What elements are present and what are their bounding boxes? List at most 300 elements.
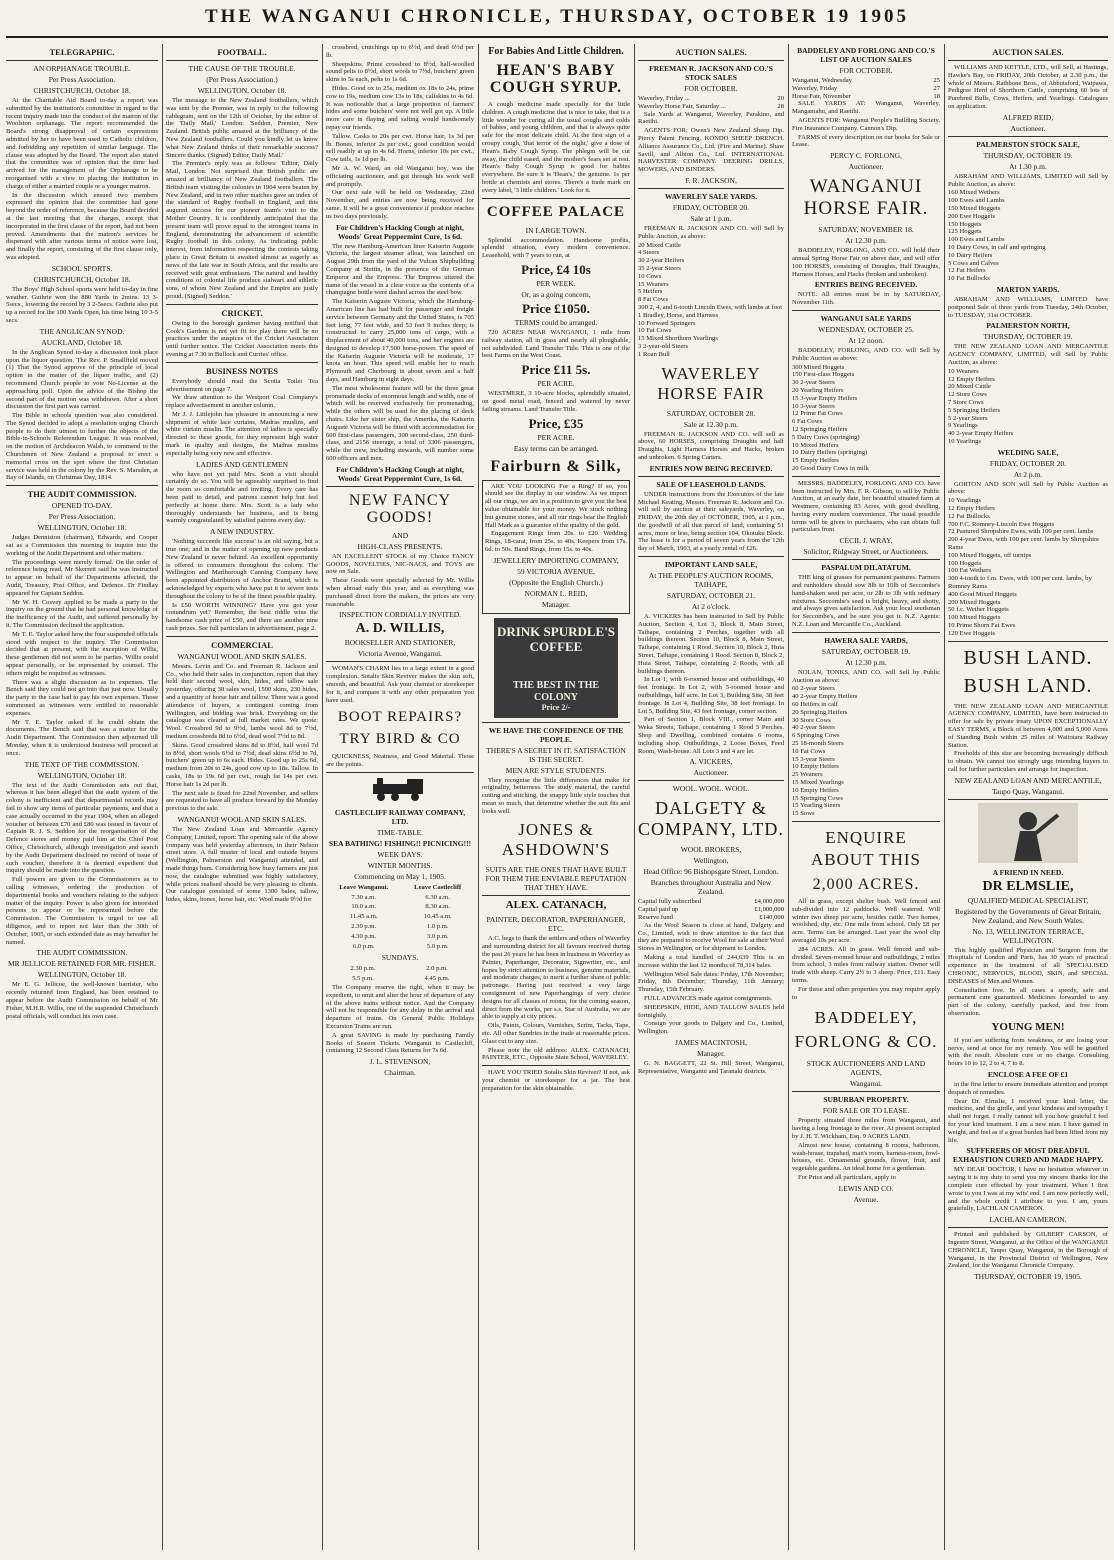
- paragraph: In the discussion which ensued two members expressed the opinion that the committee had gone beyond the order of reference, because the Board decided at the last meeting that the charges, except that incorporated in the first clause of the report, had not been proved. Amendments that the matron's services be dispensed with after various terms of notice were lost, and finally the report, consisting of the first clause only, was adopted.: [6, 191, 158, 261]
- advert-text: PER WEEK.: [536, 278, 576, 288]
- paragraph: Dear Dr. Elmslie, I received your kind letter, the medicine, and the girdle, and your kindness and sympathy I shall not forget. I really cannot tell you how grateful I feel for your kind treatment. I am a new man. I have gained in weight, and feel as if a great burden had been lifted from my life.: [948, 1097, 1108, 1144]
- list-item: 5 Dairy Cows (springing): [792, 433, 860, 441]
- paragraph: WESTMERE, 3 10-acre blocks, splendidly situated, on good metal road, fenced and watered by never failing streams. Land Transfer Title.: [482, 390, 630, 413]
- list-item: 10 Cows: [638, 272, 662, 280]
- stock-list: [948, 189, 1108, 283]
- advert-text: BOOKSELLER AND STATIONER,: [344, 638, 456, 648]
- advert-text: WOOL BROKERS,: [680, 845, 742, 855]
- list-item: Horse Fair, November 18: [792, 92, 940, 100]
- table-header: Leave Wanganui.: [339, 883, 389, 891]
- advert-text: THURSDAY, OCTOBER 19.: [983, 332, 1073, 342]
- advert-text: SATURDAY, OCTOBER 19.: [821, 646, 911, 656]
- paragraph: BADDELEY, FORLONG, AND CO. will hold their annual Spring Horse Fair on above date, and will offer 100 HORSES, consisting of Draughts, Half Draughts, Harness Horses, and Hacks (broken and unbroken).: [792, 247, 940, 278]
- list-item: Wanganui, Wednesday 25: [792, 77, 940, 84]
- advertiser-name: ALEX. CATANACH,: [505, 899, 607, 912]
- advert-text: FOR OCTOBER.: [684, 84, 738, 93]
- advert-text: FOR SALE OR TO LEASE.: [822, 1106, 910, 1116]
- advert-text: THERE'S A SECRET IN IT. SATISFACTION IS THE SECRET.: [486, 745, 626, 764]
- paragraph: HAVE YOU TRIED Sotalis Skin Reviver? If not, ask your chemist or storekeeper for a jar. The best preparation for the skin obtainable.: [482, 1069, 630, 1092]
- table-row: 5.5 p.m. 4.45 p.m.: [352, 975, 450, 983]
- paragraph: crossbred, crutchings up to 6½d, and dead 6½d per lb.: [326, 44, 474, 59]
- list-item: 150 Hoggets: [948, 220, 982, 228]
- advert-text: Sale at 1 p.m.: [690, 213, 732, 223]
- price: Price, £35: [528, 415, 584, 431]
- paragraph: We draw attention to the Westport Coal Company's replace advertisement in another column.: [166, 394, 318, 410]
- advert-text: ENTRIES BEING RECEIVED.: [814, 280, 918, 290]
- paragraph: Tallow. Casks to 20s per cwt. Horse hair, 1s 3d per lb. Bones, inferior 2s per cwt.; good condition would sell readily at up to 4s 6d. Horns, inferior 10s per cwt., Cow tails, 1s 1d per lb.: [326, 132, 474, 164]
- advert-heading: HAWERA SALE YARDS,: [824, 635, 908, 645]
- column-divider: [634, 44, 635, 1550]
- list-item: 10 Empty Heifers: [792, 763, 839, 771]
- paragraph: ARE YOU LOOKING For a Ring? If so, you should see the display in our window. As we import all our rings, we are in a position to give you the best value obtainable for your money. We stock nothing but genuine stones, and all our rings bear the English Hall Mark as a guarantee of the quality of the gold.: [485, 482, 627, 529]
- paragraph: The next sale is fixed for 22nd November, and sellers are requested to have all produce forward by the Monday previous to the sale.: [166, 789, 318, 813]
- advert-heading: HEAN'S BABY COUGH SYRUP.: [489, 62, 623, 96]
- advert-text: FRIDAY, OCTOBER 20.: [672, 202, 750, 212]
- advert-text: Manager.: [696, 1048, 726, 1058]
- paragraph: Owing to the borough gardener having notified that Cook's Gardens is not yet fit for play there will be no practices under the auspices of the Cricket Association until further notice. The Cricket Association meets this evening at 7.30 in Bullock and Curries' office.: [166, 319, 318, 358]
- list-item: 300 2, 4, and 6-tooth Lincoln Ewes, with lambs at foot: [638, 303, 783, 311]
- advert-text: Victoria Avenue, Wanganui.: [357, 649, 443, 659]
- paragraph: This highly qualified Physician and Surgeon from the Hospitals of London and Paris, has 30 years of practical experience in the treatment of all SPECIALISED CHRONIC, NERVOUS, BLOOD, SKIN, and SPECIAL DISEASES of Men and Women.: [948, 946, 1108, 985]
- advert-heading: PALMERSTON STOCK SALE,: [976, 139, 1080, 149]
- advert-text: Solicitor, Ridgway Street, or Auctioneers.: [803, 547, 929, 557]
- list-item: 4 Steers: [638, 249, 660, 257]
- advert-text: Auctioneer.: [693, 768, 729, 778]
- paragraph: Property situated three miles from Wanganui, and having a long frontage to the river. At present occupied by J. H. T. Wickham, Esq. 9 ACRES LAND.: [792, 1117, 940, 1140]
- advert-text: ENTRIES NOW BEING RECEIVED.: [649, 463, 773, 473]
- boot-heading: BOOT REPAIRS?: [337, 709, 463, 726]
- list-item: 12 Prime Fat Cows: [792, 410, 843, 418]
- advert-text: FRIDAY, OCTOBER 20.: [989, 458, 1067, 468]
- paragraph: SALE YARDS AT: Wanganui, Waverley, Mangamahu, and Raetihi.: [792, 100, 940, 116]
- advert-text: PER ACRE.: [537, 432, 575, 442]
- list-item: 10 Dairy Cows, in calf and springing: [948, 243, 1046, 251]
- advert-text: No. 13, WELLINGTON TERRACE, WELLINGTON.: [972, 926, 1084, 945]
- paragraph: There was a slight discussion as to expenses. The Bench said they could not go into that just now. Usually the party to the case had to pay his own expenses. Those summoned as witnesses were entitled to reasonable expenses.: [6, 678, 158, 717]
- paragraph: Judges Denniston (chairman), Edwards, and Cooper sat as a Commission this morning to inquire into the working of the Audit Department and other matters.: [6, 534, 158, 557]
- paragraph: At the Charitable Aid Board to-day a report was submitted by the institution's committee in regard to the recent inquiry made into the conduct of the matron of the Woolston orphanage. The report recommended the Board's strong disapproval of certain expressions admitted by her to have been used to Catholic children, and forbidding any repetition of similar language. The clause was adopted by the Board. The report also stated that the committee was of opinion that the time had arrived for the management of the Orphanage to be reorganised with a view to placing the institution in charge of either a married couple or a younger matron.: [6, 97, 158, 190]
- advert-text: At THE PEOPLE'S AUCTION ROOMS, TAIHAPE,: [648, 571, 774, 590]
- paragraph: A cough medicine made specially for the little children. A cough medicine that is nice to take, that is a little wonder for curing all the usual coughs and colds of babies, and young children, and that is always quite safe for the most delicate child. At the first sign of a croupy cough, 'that terror of the night,' give a dose of Hean's Baby Cough Syrup. The phlegm will be cut away, the child eased, and the mother's fears set at rest. Hean's Baby Cough Syrup is good for babies everywhere. Be sure it is 'Hean's,' the genuine. 1s per bottle at chemists and stores. There's a trade mark on every label, '3 little children.' Look for it.: [482, 101, 630, 194]
- list-item: 10 Dairy Heifers: [948, 251, 993, 259]
- advert-text: WEEK DAYS.: [377, 849, 423, 859]
- paragraph: Almost new house, containing 8 rooms, bathroom, wash-house, trapshed, man's room, harness-room, fowl-houses, etc. Ornamental grounds, flower, fruit, and vegetable gardens. An ideal home for a gentleman.: [792, 1141, 940, 1173]
- paragraph: The Kaiserin Auguste Victoria, which the Hamburg-American line has had built for passenger and freight service between Germany and the United States, is 705 feet long, 77 feet wide, and 53 feet 9 inches deep; is constructed to carry 25,000 tons of cargo, with a displacement of about 40,000 tons, and her engines are designed to develop 17,500 horse-power. The speed of the Kaiserin Auguste Victoria will be moderate, 17 knots an hour. This speed will enable her to reach Plymouth and Cherbourg in about seven and a half days, and Hamburg in eight days.: [326, 298, 474, 384]
- horse-fair-heading: WANGANUI HORSE FAIR.: [803, 176, 929, 220]
- advert-text: (Opposite the English Church.): [509, 577, 603, 587]
- sale-list: [792, 77, 940, 100]
- advert-heading: WANGANUI SALE YARDS: [820, 313, 912, 323]
- advert-heading: IMPORTANT LAND SALE,: [664, 560, 758, 570]
- list-item: 12 Empty Heifers: [948, 505, 995, 513]
- masthead: THE WANGANUI CHRONICLE, THURSDAY, OCTOBER 19 1905: [204, 6, 910, 27]
- column-baddeley-forlong: [792, 44, 940, 1550]
- advert-text: HIGH-CLASS PRESENTS.: [357, 541, 443, 551]
- column-auction-sales: [638, 44, 784, 1550]
- column-advertisements: [482, 44, 630, 1550]
- column-football: [166, 44, 318, 1550]
- sale-list: [638, 95, 784, 111]
- list-item: 10 Fat Cows: [638, 327, 672, 335]
- paragraph: Wellington Wool Sale dates: Friday, 17th November; Friday, 8th December; Thursday, 11th January; Thursday, 15th February.: [638, 970, 784, 994]
- byline: Per Press Association.: [48, 512, 116, 522]
- column-divider: [162, 44, 163, 1550]
- advert-heading: PASPALUM DILATATUM.: [821, 563, 911, 573]
- advert-text: At 2 p.m.: [1013, 469, 1043, 479]
- list-item: 12 Empty Heifers: [948, 375, 995, 383]
- list-item: 10 3-year Steers: [792, 402, 835, 410]
- paragraph: Everybody should read the Scotia Toilet Tea advertisement on page 7.: [166, 377, 318, 393]
- article-subheading: MR JELLICOE RETAINED FOR MR. FISHER.: [8, 959, 156, 969]
- article-heading: A NEW INDUSTRY.: [209, 527, 275, 537]
- list-item: 10 Fat Bullocks: [948, 275, 990, 283]
- list-item: 30 Store Cows: [792, 716, 831, 724]
- table-row: 11.45 a.m. 10.45 a.m.: [349, 913, 452, 921]
- paragraph: These Goods were specially selected by Mr. Willis when abroad early this year, and as everything was purchased direct from the makers, the prices are very reasonable.: [326, 577, 474, 608]
- paragraph: Mr T. E. Taylor asked how the four suspended officials stood with respect to the inquiry. The Commission decided that at present, with the exception of Willis, these gentlemen did not seem to be parties. Willis could appear personally, or be represented by counsel. The others might be required as witnesses.: [6, 630, 158, 677]
- section-heading: COMMERCIAL: [211, 639, 273, 650]
- list-item: 10 Empty Heifers: [792, 786, 839, 794]
- paragraph: 284 ACRES. All in grass. Well fenced and sub-divided. Seven-roomed house and outbuildings, 2 miles from school, 3 miles from railway station. Owner will trade with sheep. Carry 2½ to 3 sheep. Price, £11. Easy terms.: [792, 945, 940, 984]
- advertiser-name: BADDELEY, FORLONG & CO.: [794, 1008, 938, 1052]
- list-item: 5 Springing Heifers: [948, 406, 1001, 414]
- advert-text: MEN ARE STYLE STUDENTS.: [505, 765, 607, 775]
- advert-text: WEDNESDAY, OCTOBER 25.: [818, 324, 914, 334]
- list-item: 300 Mixed Hoggets: [792, 363, 845, 371]
- list-item: 6 Fat Cows: [792, 418, 823, 426]
- list-item: 40 2-year Empty Heifers: [948, 430, 1014, 438]
- list-item: 60 2-year Steers: [792, 685, 835, 693]
- paragraph: Mr E. G. Jellicoe, the well-known barrister, who recently returned from England, has been retained to appear before the Audit Commission on behalf of Mr Fisher, M.H.R. Willis, one of the suspended Christchurch postal officials, will conduct his own case.: [6, 981, 158, 1020]
- stock-list: [948, 497, 1108, 637]
- paragraph: Mr T. E. Taylor asked if he could obtain the documents. The Bench said that was a matter for the Audit Department. The Commission then adjourned till Monday, when it is understood business will proceed at once.: [6, 718, 158, 757]
- column-divider: [944, 44, 945, 1550]
- paragraph: In the Anglican Synod to-day a discussion took place upon the liquor question. The Rev. P. Smallfield moved (1) That the Synod approve of the principle of local option in the matter of the liquor traffic, and (2) recommend Church people to vote No-License at the approaching poll. Upon the advice of the Bishop the second part of the motion was withdrawn. After a short discussion the first part was carried.: [6, 348, 158, 411]
- advert-text: SEA BATHING! FISHING!! PICNICING!!!: [328, 838, 472, 848]
- paragraph: The New Zealand Loan and Mercantile Agency Company, Limited, report: The opening sale of the above company was held yesterday afternoon, in their Nelson street store. A full muster of local and outside buyers (Wellington, Palmerston and Wanganui) attended, and made things hum. Considering how busy farmers are just now, the catalogue submitted was highly satisfactory, while prices realised should be very pleasing to clients. Our catalogue consisted of some 1300 bales, tallow, hides, skins, bones, horse hair, etc. Wool made 9½d for: [166, 825, 318, 904]
- paragraph: Making a total handled of 244,639 This is an increase within the last 12 months of 78,314 bales.: [638, 954, 784, 969]
- fancy-goods-heading: NEW FANCY GOODS!: [348, 491, 452, 526]
- paragraph: The Boys' High School sports were held to-day in fine weather. Guthrie won the 880 Yards in 2mins. 13 3-5secs., lowering the record by 3 2-5secs. Guthrie also put up a record for the 100 Yards Open, his time being 10 3-5 secs.: [6, 285, 158, 324]
- list-item: 200 Mixed Hoggets: [948, 598, 1001, 606]
- paragraph: They recognise the little differences that make for originality, betterness. The study material, the careful cutting and stitching, the snappy little style touches that mean so much, that determine whether the suit fits and looks well.: [482, 776, 630, 815]
- column-divider: [478, 44, 479, 1550]
- advert-text: JEWELLERY IMPORTING COMPANY,: [493, 555, 619, 565]
- advert-text: At 12.30 p.m.: [845, 657, 887, 667]
- advertiser-name: Fairburn & Silk,: [490, 457, 622, 475]
- advert-text: Sale at 12.30 p.m.: [683, 419, 739, 429]
- friend-in-need-illustration: [948, 803, 1108, 866]
- article-heading: AN ORPHANAGE TROUBLE.: [33, 64, 131, 73]
- list-item: 30 2-year Steers: [792, 379, 835, 387]
- dateline: CHRISTCHURCH, October 18.: [33, 274, 131, 284]
- list-item: 15 Empty Heifers: [792, 457, 839, 465]
- paragraph: AN EXCELLENT STOCK of my Choice FANCY GOODS, NOVELTIES, NIC-NACS, and TOYS are now on Sale.: [326, 552, 474, 576]
- list-item: 100 Ewes and Lambs: [948, 236, 1005, 244]
- sunday-timetable: [326, 964, 474, 984]
- table-row: 10.0 a.m. 8.30 a.m.: [351, 903, 450, 911]
- advert-heading: BADDELEY AND FORLONG AND CO.'S LIST OF AUCTION SALES: [797, 46, 935, 64]
- table-header: Leave Castlecliff: [414, 883, 462, 891]
- advert-text: Easy terms can be arranged.: [513, 443, 599, 453]
- list-item: 200 Ewe Hoggets: [948, 212, 995, 220]
- dateline: WELLINGTON, October 18.: [37, 523, 127, 533]
- list-item: 700 F.C. Romney-Lincoln Ewe Hoggets: [948, 520, 1055, 528]
- article-heading: WANGANUI WOOL AND SKIN SALES.: [177, 651, 307, 661]
- list-item: 15 Sows: [792, 810, 815, 818]
- column-telegraphic: [6, 44, 158, 1550]
- list-item: 5 Cows and Calves: [948, 259, 999, 267]
- advert-text: INSPECTION CORDIALLY INVITED.: [338, 610, 462, 620]
- list-item: 300 4-tooth to f.m. Ewes, with 100 per cent. lambs, by Romney Rams: [948, 575, 1092, 591]
- list-item: 25 Weaners: [792, 771, 823, 779]
- table-row: 7.30 a.m. 6.30 a.m.: [351, 893, 450, 901]
- list-item: 100 Mixed Hoggets: [948, 614, 1001, 622]
- advert-text: At 12 noon.: [848, 335, 884, 345]
- list-item: 10 Prime Shorn Fat Ewes: [948, 622, 1016, 630]
- paragraph: Sale Yards at Wanganui, Waverley, Parakino, and Raetihi.: [638, 110, 784, 126]
- section-heading: AUCTION SALES.: [675, 47, 747, 57]
- paragraph: FULL ADVANCES made against consignments.: [644, 994, 773, 1002]
- advert-text: SUITS ARE THE ONES THAT HAVE BUILT FOR THEM THE ENVIABLE REPUTATION THAT THEY HAVE.: [485, 865, 627, 893]
- capital-list: [638, 898, 784, 921]
- column-divider: [322, 44, 323, 1550]
- advert-text: PERCY C. FORLONG,: [830, 151, 902, 161]
- advert-text: THE BEST IN THE COLONY: [512, 679, 600, 703]
- list-item: 10 Yearlings: [948, 497, 981, 505]
- paragraph: MY DEAR DOCTOR, I have no hesitation whatever in saying it is my duty to send you my sincere thanks for the complete cure effected by your treatment. When I first wrote to you I was at my wits' end. I am now perfectly well, and the whole credit I attribute to you. I am, yours gratefully, LACHLAN CAMERON.: [948, 1166, 1108, 1213]
- paragraph: NOTE. All entries must be in by SATURDAY, November 11th.: [792, 291, 940, 307]
- horse-fair-heading: WAVERLEY HORSE FAIR: [657, 363, 765, 403]
- advert-text: Commencing on May 1, 1905.: [354, 871, 446, 881]
- paragraph: BADDELEY, FORLONG, AND CO. will Sell by Public Auction as above:: [792, 346, 940, 362]
- paragraph: FREEMAN R. JACKSON AND CO. will Sell by Public Auction, as above:: [638, 224, 784, 240]
- advert-line: For Children's Hacking Cough at night, Woods' Great Peppermint Cure, 1s 6d.: [336, 222, 464, 241]
- list-item: 6 Springing Cows: [792, 732, 840, 740]
- advert-text: Wellington,: [693, 856, 729, 866]
- advert-text: Wanganui.: [849, 1079, 883, 1089]
- advert-text: SUNDAYS.: [381, 953, 419, 963]
- list-item: 20 Springing Heifers: [792, 708, 848, 716]
- advert-text: Head Office: 96 Bishopsgate Street, London.: [643, 867, 779, 877]
- advert-text: Manager.: [541, 599, 571, 609]
- advert-text: At 1.30 p.m.: [1009, 161, 1047, 171]
- advertiser-name: A. D. WILLIS,: [355, 621, 445, 637]
- paragraph: For these and other properties you may require apply to: [792, 985, 940, 1001]
- paragraph: SHEEPSKIN, HIDE, AND TALLOW SALES held fortnightly.: [638, 1003, 784, 1019]
- advert-text: PER ACRE.: [537, 379, 575, 389]
- paragraph: Engagement Rings from 20s. to £20. Wedding Rings, 18-carat, from 25s. to 40s. Keepers from 17s. 6d. to 50s. Band Rings, from 15s. to 40s.: [485, 530, 627, 553]
- advert-text: A. VICKERS,: [689, 757, 733, 767]
- article-heading: THE TEXT OF THE COMMISSION.: [24, 759, 140, 769]
- paragraph: Oils, Paints, Colours, Varnishes, Scrim, Tacks, Tape, etc. All other Sundries in the trade at reasonable prices. Glass cut to any size.: [482, 1022, 630, 1045]
- ring-advert: [482, 480, 630, 614]
- advert-text: PAINTER, DECORATOR, PAPERHANGER, ETC.: [486, 915, 626, 934]
- list-item: 10 Dairy Heifers (springing): [792, 449, 868, 457]
- list-item: 10 Mixed Heifers: [792, 441, 839, 449]
- list-item: Waverley, Friday 27: [792, 84, 940, 92]
- advert-text: NORMAN L. REID,: [524, 588, 588, 598]
- advert-text: Auctioneer.: [1010, 123, 1046, 133]
- price: Price £1050.: [522, 300, 590, 316]
- list-item: 72 Pastured Shropshire Ewes, with 100 per cent. lambs: [948, 528, 1094, 536]
- paragraph: The proceedings were merely formal. On the order of reference being read, Mr Skerrett said he was instructed to appear on behalf of the Departments affected, the Audit, Treasury, Post Office, and Defence. Dr Findlay appeared for Captain Seddon.: [6, 558, 158, 597]
- list-item: Waverley Horse Fair, Saturday ... 28: [638, 102, 784, 110]
- paragraph: Mr J. J. Littlejohn has pleasure in announcing a new shipment of white lace curtains, Madras muslins, and white curtain muslin. The attention of ladies is specially directed to these goods, for they represent high water mark in quality and designs, the Madras muslins especially being very new and effective.: [166, 410, 318, 457]
- advert-heading: SUBURBAN PROPERTY.: [823, 1095, 909, 1105]
- advert-text: Or, as a going concern,: [521, 289, 591, 299]
- paragraph: The Bible in schools question was also considered. The Synod decided to adopt a resolution urging Church people to do their utmost to further the objects of the Bible-in-Schools Referendum League. It was resolved, on the motion of Archdeacon Walsh, to commend to the Churchmen of New Zealand a proposal to erect a memorial cross on the spot where the first Christian service was held in the colony by the Rev. S. Marsden, at Bay of Islands, on Christmas Day, 1814.: [6, 412, 158, 482]
- list-item: 3 2-year-old Steers: [638, 342, 689, 350]
- advert-text: Price 2/-: [541, 702, 571, 712]
- list-item: 20 Yearling Heifers: [792, 386, 844, 394]
- paragraph: Skins. Good crossbred skins 8d to 8½d, half wool 7d to 8½d, short wools 6½d to 7½d, dead skins 6½d to 7d, butchers' green up to 6s each. Hides. Good up to 25s 6d, medium from 20s to 24s, good cow up to 18s. Tallow. In casks, 18s to 19s 6d per cwt., rough fat 14s per cwt. Horse hair 1s 2d per lb.: [166, 741, 318, 788]
- advert-text: At 2 o'clock.: [691, 602, 731, 612]
- advert-text: WINTER MONTHS.: [367, 860, 433, 870]
- advert-text: NEW ZEALAND LOAN AND MERCANTILE,: [954, 775, 1102, 785]
- paragraph: GORTON AND SON will Sell by Public Auction as above:: [948, 480, 1108, 496]
- advertiser-name: DR ELMSLIE,: [982, 878, 1074, 894]
- list-item: 12 Fat Heifers: [948, 267, 986, 275]
- advert-text: SATURDAY, OCTOBER 21.: [666, 591, 756, 601]
- list-item: 60 Heifers in calf: [792, 701, 838, 709]
- paragraph: The text of the Audit Commission sets out that, whereas it has been alleged that the audit system of the colony is inefficient and that departmental records may fail to show any items of particular payments, and that a case actually occurred in the year 1904, when an alleged voucher of between £70 and £80 was issued in favour of Captain R. J. S. Seddon for the reorganisation of the Defence stores and money paid him at the Chief Post Office, Christchurch, although investigation and search by the Audit Department disclosed no record of issue of such voucher, therefore it is deemed expedient that inquiry should be made into the question.: [6, 781, 158, 875]
- list-item: 150 First-class Hoggets: [792, 371, 855, 379]
- list-item: 30 2-year Heifers: [638, 257, 685, 265]
- byline: (Per Press Association.): [206, 75, 278, 84]
- advert-text: Avenue.: [853, 1194, 879, 1204]
- list-item: 12 Store Cows: [948, 391, 987, 399]
- paragraph: Please note the old address: ALEX. CATANACH, PAINTER, ETC., Opposite State School, WAVERLEY.: [482, 1046, 630, 1062]
- advert-text: SATURDAY, OCTOBER 28.: [666, 408, 756, 418]
- locomotive-illustration: [326, 776, 474, 805]
- dateline: AUCKLAND, October 18.: [41, 337, 123, 347]
- list-item: 7 Store Cows: [948, 398, 984, 406]
- paragraph: UNDER instructions from the Executors of the late Michael Keating, Messrs. Freeman R. Jackson and Co. will sell by auction at their saleyards, Waverley, on FRIDAY, the 20th day of OCTOBER, 1905, at 1 p.m., the goodwill of all that parcel of land, containing 51 acres, more or less, being section 104, Okotuku Block. The lease is for a period of seven years from the 12th day of March, 1903, at a yearly rental of £26.: [638, 490, 784, 553]
- advert-text: Branches throughout Australia and New Zealand.: [650, 878, 772, 897]
- advert-text: FOR OCTOBER.: [839, 66, 893, 75]
- price: Price, £4 10s: [521, 261, 591, 277]
- advert-text: TIME-TABLE.: [376, 827, 424, 837]
- list-item: 1 Bradley, Horse, and Harness: [638, 311, 719, 319]
- paragraph: AGENTS FOR: Owen's New Zealand Sheep Dip. Piercy Patent Fencing. KONDO SHEEP DRENCH. Alliance Assurance Co., Ltd. (Fire and Marine). Shaw Savill, and Albion Co., Ltd. INTERNATIONAL HARVESTER COMPANY. DEERING DRILLS, MOWERS, AND BINDERS.: [638, 127, 784, 174]
- dateline: WELLINGTON, October 18.: [37, 970, 127, 980]
- paragraph: A. VICKERS has been instructed to Sell by Public Auction, Section 4, Lot 3, Block 8, Main Street, Taihape, containing 2 Perches, together with all buildings thereon. Section 10, Block 8, Main Street, Taihape, containing 1 Rood. Section 10, Block 2, Huia Street, Taihape, containing 1 Rood. Section 8, Block 2, Huia Street, Taihape, containing 2 Roods, with all buildings thereon.: [638, 613, 784, 675]
- paragraph: Hides. Good ox to 25s, medium ox 18s to 24s, prime cow to 19s, medium cow 13s to 18s, calfskins to 4s 6d. It was noticeable that a large proportion of farmers' hides and some butchers' were not well got up. A little more care in flaying and salting would handsomely repay our friends.: [326, 84, 474, 131]
- advert-text: Chairman.: [384, 1068, 416, 1078]
- list-item: 15 Mixed Shorthorn Yearlings: [638, 335, 718, 343]
- article-heading: THE AUDIT COMMISSION.: [27, 489, 137, 500]
- advert-text: LEWIS AND CO.: [838, 1183, 894, 1193]
- advert-heading: ENCLOSE A FEE OF £1: [987, 1069, 1069, 1079]
- list-item: 100 Ewes and Lambs: [948, 197, 1005, 205]
- list-item: 25 18-month Steers: [792, 740, 844, 748]
- advert-text: Auctioneer.: [848, 162, 884, 172]
- list-item: 1 Roan Bull: [638, 350, 670, 358]
- paragraph: who have not yet paid Mrs. Scott a visit should certainly do so. You will be agreeably surprised to find the room so comfortable and inviting. Every care has been paid to detail, and patrons cannot help but feel perfectly at home there. Mrs. Scott is a lady who thoroughly understands her business, and is being warmly congratulated by satisfied patrons every day.: [166, 470, 318, 525]
- list-item: 100 Fat Wethers: [948, 567, 991, 575]
- advert-text: 59 VICTORIA AVENUE,: [517, 566, 595, 576]
- paragraph: MESSRS. BADDELEY, FORLONG AND CO. have been instructed by Mrs. F. R. Gibson, to sell by Public Auction, at an early date, her beautiful situated farm at Westmere, containing 83 Acres, with good dwelling, having every modern convenience. The usual possible terms will be given to purchasers, who can obtain full particulars from: [792, 479, 940, 534]
- list-item: 100 Mixed Hoggets, off turnips: [948, 551, 1032, 559]
- advert-heading: WAVERLEY SALE YARDS.: [664, 191, 758, 201]
- list-item: 20 Mixed Cattle: [638, 241, 681, 249]
- advert-text: Registered by the Governments of Great Britain, New Zealand, and New South Wales.: [954, 906, 1101, 925]
- advert-text: TERMS could be arranged.: [514, 317, 598, 327]
- list-item: 120 Ewe Hoggets: [948, 629, 995, 637]
- bush-land-heading: BUSH LAND.: [963, 674, 1093, 697]
- list-item: 10 Yearlings: [948, 437, 981, 445]
- imprint: Printed and published by GILBERT CARSON, of Ingestre Street, Wanganui, at the Office of the WANGANUI CHRONICLE, Taupo Quay, Wanganui, in the Borough of Wanganui, in the Provincial District of Wellington, New Zealand, for the Wanganui Chronicle Company.: [948, 1231, 1108, 1270]
- list-item: 12 Springing Heifers: [792, 425, 848, 433]
- list-item: 10 Forward Springers: [638, 319, 696, 327]
- advert-heading: For Babies And Little Children.: [488, 46, 624, 57]
- acres-heading: 2,000 ACRES.: [812, 876, 920, 893]
- stock-list: [792, 364, 940, 473]
- list-item: 150 Mixed Hoggets: [948, 204, 1001, 212]
- section-heading: AUCTION SALES.: [992, 47, 1064, 57]
- advert-heading: WELDING SALE,: [997, 447, 1059, 457]
- dateline: WELLINGTON, October 18.: [197, 86, 287, 95]
- paragraph: Messrs. Levin and Co. and Freeman R. Jackson and Co., who held their sales in conjunction, report that they held their second wool, skin, hides, and tallow sale yesterday, offering 38 sales wool, 1500 skins, 230 hides, and a quantity of horse hair and tallow. There was a good attendance of buyers, a contingent coming from Wellington, and bidding was brisk. Everything on the catalogue was cleared at full market rates. We quote: Wool. Crossbred 9d to 9½d, lambs wool 8d to 7½d, medium crossbreds 8d to 6½d, dead wool 7½d to 8d.: [166, 662, 318, 740]
- paragraph: NOLAN, TONKS, AND CO. will Sell by Public Auction as above:: [792, 668, 940, 684]
- list-item: 20 Good Dairy Cows in milk: [792, 464, 869, 472]
- paragraph: The Premier's reply was as follows: 'Editor, Daily Mail, London. Not surprised that British public are amazed at brilliancy of New Zealand footballers. The British team visiting the colonies in 1904 were beaten by New Zealand, and in two other matches gave an index of the standard of Rugby football in England, and this augured success for our pioneer team's visit to the Mother Country. It is confidently anticipated that the present team will prove equal to the strongest teams in England, demonstrating the advancement of scientific Rugby football in this colony. As indicating public interest, from information respecting the contests taking place in Great Britain is awaited almost as eagerly as news of the late war in South Africa, and the results are received with great enthusiasm. The natural and healthy conditions of colonial life produce stalwart and athletic sons, of whom New Zealand and the Empire are justly proud. (Signed) Seddon.': [166, 160, 318, 300]
- column-divider: [788, 44, 789, 1550]
- paragraph: Is £50 WORTH WINNING? Have you got your conundrum yet? Remember, the best riddle wins the handsome cash prize of £50, and there are another nine cash prizes. See full particulars in advertisement, page 2.: [166, 601, 318, 633]
- list-item: 8 Fat Cows: [638, 296, 669, 304]
- paragraph: in the first letter to ensure immediate attention and prompt despatch of remedies.: [948, 1080, 1108, 1096]
- bush-land-heading: BUSH LAND.: [963, 646, 1093, 669]
- paragraph: Splendid accommodation. Handsome profits, splendid situation, every modern convenience. Leasehold, with 7 years to run, at: [482, 236, 630, 260]
- advert-text: JAMES MACINTOSH,: [675, 1037, 747, 1047]
- table-row: 6.0 p.m. 5.0 p.m.: [352, 942, 449, 950]
- article-heading: THE CAUSE OF THE TROUBLE.: [188, 64, 296, 73]
- advert-heading: YOUNG MEN!: [991, 1020, 1065, 1033]
- table-row: 2.30 p.m. 2.0 p.m.: [350, 965, 448, 973]
- coffee-advert-illustration: [494, 618, 618, 718]
- paragraph: A great SAVING is made by purchasing Family Books of Season Tickets. Wanganui to Castlecliff, containing 12 Second Class Returns for 7s 6d.: [326, 1031, 474, 1055]
- paragraph: The most wholesome feature will be the three great promenade decks of enormous length and width, one of which will be reserved exclusively for promenading, while the others will be used for the placing of deck chairs. Like her sister ship, the Amerika, the Kaiserin Auguste Victoria will be fitted with accommodation for 600 first-class passengers, 300 second-class, 250 third-class, and 2156 steerage, a total of 3306 passengers, while the crew, including stewards, will number some 600 officers and men.: [326, 384, 474, 463]
- advertiser-name: JONES & ASHDOWN'S: [501, 820, 611, 860]
- advert-text: ALFRED REID,: [1002, 112, 1054, 122]
- table-row: 4.30 p.m. 3.0 p.m.: [351, 932, 449, 940]
- list-item: 15 3-year Empty Heifers: [792, 394, 858, 402]
- paragraph: ABRAHAM AND WILLIAMS, LIMITED have postponed Sale of three yards from Tuesday, 24th October, to TUESDAY, 31st OCTOBER.: [948, 295, 1108, 319]
- advert-text: QUALIFIED MEDICAL SPECIALIST,: [967, 895, 1089, 905]
- paragraph: 720 ACRES NEAR WANGANUI, 1 mile from railway station, all in grass and nearly all ploughable, not subdivided. Land Transfer Title. This is one of the best Farms on the West Coast.: [482, 328, 630, 360]
- advert-text: SATURDAY, NOVEMBER 18.: [818, 225, 914, 235]
- list-item: 15 Yearling Steers: [792, 802, 841, 810]
- boot-subheading: TRY BIRD & CO: [339, 731, 461, 748]
- advert-text: DRINK SPURDLE'S COFFEE: [496, 623, 616, 654]
- paragraph: THE king of grasses for permanent pastures. Farmers and runholders should sow 8lb to 10lb of Seccombe's hand-shaken seed per acre, or 2lb to 3lb with ordinary mixtures. Seccombe's seed is bright, heavy, and shotty, and always gives satisfaction. Ask your local seedsman for Seccombe's, and be sure you get it. N.Z. Agents: N.Z. Loan and Mercantile Co., Auckland.: [792, 574, 940, 629]
- paragraph: G. N. BAGGETT, 22 St. Hill Street, Wanganui, Representative, Wanganui and Taranaki districts.: [638, 1059, 784, 1075]
- dalgety-heading: DALGETY & COMPANY, LTD.: [638, 798, 784, 840]
- advert-line: For Children's Hacking Cough at night, Woods' Great Peppermint Cure, 1s 6d.: [336, 464, 464, 483]
- railway-heading: CASTLECLIFF RAILWAY COMPANY, LTD.: [334, 807, 466, 826]
- advert-heading: A FRIEND IN NEED.: [992, 867, 1064, 877]
- list-item: 15 Mixed Yearlings: [792, 779, 844, 787]
- article-heading: WANGANUI WOOL AND SKIN SALES.: [177, 814, 307, 824]
- list-item: Waverley, Friday ... 20: [638, 95, 784, 102]
- column-auction-sales-2: [948, 44, 1108, 1550]
- list-item: 35 2-year Steers: [638, 264, 681, 272]
- list-item: 400 Good Mixed Hoggets: [948, 590, 1017, 598]
- paragraph: Consign your goods to Dalgety and Co., Limited, Wellington.: [638, 1020, 784, 1036]
- list-item: 50 f.c. Wether Hoggets: [948, 606, 1009, 614]
- advert-text: Taupo Quay, Wanganui.: [992, 786, 1064, 796]
